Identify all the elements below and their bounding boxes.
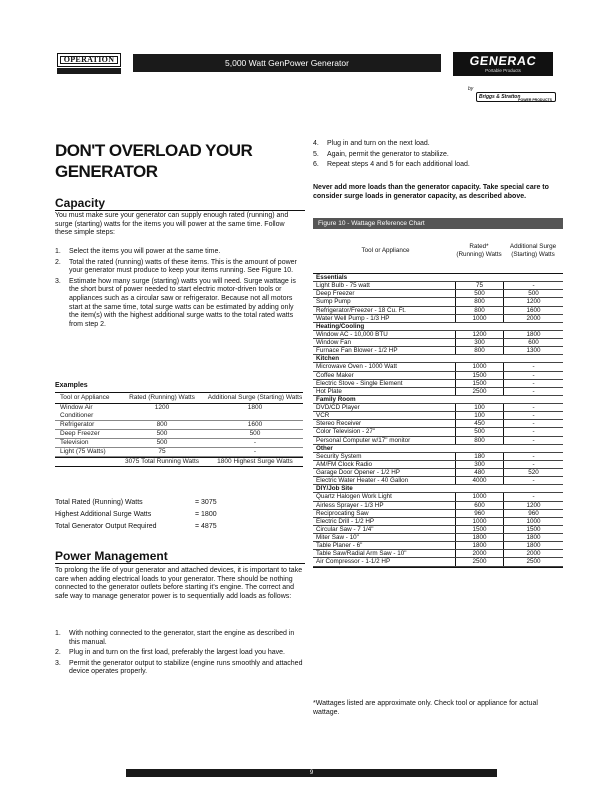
appliance-row: Personal Computer w/17" monitor 800 - bbox=[313, 437, 563, 445]
appliance-row: Quartz Halogen Work Light 1000 - bbox=[313, 493, 563, 501]
appliance-row: Color Television - 27" 500 - bbox=[313, 428, 563, 436]
appliance-row: Electric Water Heater - 40 Gallon 4000 - bbox=[313, 477, 563, 485]
briggs-stratton-logo: Briggs & Stratton POWER PRODUCTS bbox=[476, 92, 556, 102]
appliance-row: Table Planer - 6" 1800 1800 bbox=[313, 542, 563, 550]
step-item: 4. Plug in and turn on the next load. bbox=[313, 140, 430, 147]
appliance-row: Air Compressor - 1-1/2 HP 2500 2500 bbox=[313, 558, 563, 566]
category-row: Essentials bbox=[313, 274, 563, 282]
step-item: 1. Select the items you will power at the same time. bbox=[55, 248, 221, 255]
appliance-row: Stereo Receiver 450 - bbox=[313, 420, 563, 428]
summary-row: Highest Additional Surge Watts = 1800 bbox=[55, 511, 217, 518]
appliance-row: Miter Saw - 10" 1800 1800 bbox=[313, 534, 563, 542]
page-number-bar bbox=[126, 769, 497, 777]
appliance-row: Light Bulb - 75 watt 75 - bbox=[313, 282, 563, 290]
category-row: Heating/Cooling bbox=[313, 323, 563, 331]
appliance-row: Airless Sprayer - 1/3 HP 600 1200 bbox=[313, 502, 563, 510]
appliance-row: Table Saw/Radial Arm Saw - 10" 2000 2000 bbox=[313, 550, 563, 558]
by-label: by bbox=[468, 86, 474, 92]
category-row: DIY/Job Site bbox=[313, 485, 563, 493]
summary-row: Total Generator Output Required = 4875 bbox=[55, 523, 217, 530]
capacity-steps bbox=[55, 248, 303, 331]
step-item: 1. With nothing connected to the generator, start the engine as described in this manual. bbox=[55, 630, 295, 646]
step-item: 2. Plug in and turn on the first load, preferably the largest load you have. bbox=[55, 649, 285, 657]
example-table-row: Refrigerator 800 1600 bbox=[55, 421, 303, 430]
category-row: Other bbox=[313, 445, 563, 453]
example-table-row: Light (75 Watts) 75 - bbox=[55, 448, 303, 457]
power-management-intro: To prolong the life of your generator and attached devices, it is important to take care when adding electrical loads to your generator. There should be nothing connected to the generator outlets before starting it's engine. The correct and safe way to manage generator power is to sequentially add loads as follows: bbox=[55, 567, 303, 600]
appliance-row: Reciprocating Saw 960 960 bbox=[313, 510, 563, 518]
document-title: 5,000 Watt GenPower Generator bbox=[225, 58, 349, 68]
chart-title: Figure 10 - Wattage Reference Chart bbox=[313, 218, 563, 229]
example-table-row: Deep Freezer 500 500 bbox=[55, 430, 303, 439]
step-item: 6. Repeat steps 4 and 5 for each additional load. bbox=[313, 161, 470, 169]
example-table-header: Tool or Appliance Rated (Running) Watts Additional Surge (Starting) Watts bbox=[55, 392, 303, 404]
category-row: Family Room bbox=[313, 396, 563, 404]
appliance-row: Window AC - 10,000 BTU 1200 1800 bbox=[313, 331, 563, 339]
appliance-row: AM/FM Clock Radio 300 - bbox=[313, 461, 563, 469]
appliance-row: Electric Drill - 1/2 HP 1000 1000 bbox=[313, 518, 563, 526]
power-management-steps bbox=[55, 630, 303, 679]
step-item: 3. Permit the generator output to stabilize (engine runs smoothly and attached device operates properly. bbox=[55, 659, 303, 676]
brand-name: GENERAC bbox=[468, 54, 538, 68]
main-title: DON'T OVERLOAD YOUR GENERATOR bbox=[55, 141, 253, 181]
power-management-steps-continued bbox=[313, 140, 563, 172]
generac-logo bbox=[453, 52, 553, 76]
appliance-row: Furnace Fan Blower - 1/2 HP 800 1300 bbox=[313, 347, 563, 355]
appliance-row: DVD/CD Player 100 - bbox=[313, 404, 563, 412]
example-table-totals: 3075 Total Running Watts 1800 Highest Surge Watts bbox=[55, 457, 303, 467]
summary-row: Total Rated (Running) Watts = 3075 bbox=[55, 499, 217, 506]
wattage-reference-chart bbox=[313, 218, 563, 568]
examples-heading: Examples bbox=[55, 382, 88, 389]
appliance-row: Hot Plate 2500 - bbox=[313, 388, 563, 396]
wattage-footnote: *Wattages listed are approximate only. Check tool or appliance for actual wattage. bbox=[313, 700, 538, 716]
appliance-row: VCR 100 - bbox=[313, 412, 563, 420]
appliance-row: Refrigerator/Freezer - 18 Cu. Ft. 800 1600 bbox=[313, 307, 563, 315]
appliance-row: Coffee Maker 1500 - bbox=[313, 372, 563, 380]
example-summary bbox=[55, 497, 303, 533]
appliance-row: Microwave Oven - 1000 Watt 1000 - bbox=[313, 363, 563, 371]
section-badge-bar bbox=[57, 68, 121, 74]
appliance-row: Sump Pump 800 1200 bbox=[313, 298, 563, 306]
section-badge: OPERATION bbox=[57, 53, 121, 67]
step-item: 3. Estimate how many surge (starting) watts you will need. Surge wattage is the short burst of power needed to start electric motor-driven tools or appliances such as a circular saw or refrigerator. Because not all motors start at the same time, total surge watts can be estimated by adding only the item(s) with the highest additional surge watts to the total rated watts from step 2. bbox=[55, 277, 296, 328]
page-number: 9 bbox=[309, 770, 314, 776]
power-management-heading: Power Management bbox=[55, 549, 305, 564]
appliance-row: Circular Saw - 7 1/4" 1500 1500 bbox=[313, 526, 563, 534]
category-row: Kitchen bbox=[313, 355, 563, 363]
overload-warning: Never add more loads than the generator capacity. Take special care to consider surge loads in generator capacity, as described above. bbox=[313, 184, 549, 200]
appliance-row: Deep Freezer 500 500 bbox=[313, 290, 563, 298]
example-table-row: Television 500 - bbox=[55, 439, 303, 448]
step-item: 2. Total the rated (running) watts of these items. This is the amount of power your generator must produce to keep your items running. See Figure 10. bbox=[55, 258, 297, 275]
appliance-row: Garage Door Opener - 1/2 HP 480 520 bbox=[313, 469, 563, 477]
example-table-row: Window Air Conditioner 1200 1800 bbox=[55, 404, 303, 421]
document-title-bar bbox=[133, 54, 441, 72]
chart-header: Tool or Appliance Rated* (Running) Watts Additional Surge (Starting) Watts bbox=[313, 229, 563, 274]
brand-subtitle: Portable Products bbox=[485, 68, 521, 73]
capacity-heading: Capacity bbox=[55, 196, 305, 211]
appliance-row: Electric Stove - Single Element 1500 - bbox=[313, 380, 563, 388]
step-item: 5. Again, permit the generator to stabilize. bbox=[313, 150, 449, 158]
appliance-row: Security System 180 - bbox=[313, 453, 563, 461]
appliance-row: Window Fan 300 600 bbox=[313, 339, 563, 347]
appliance-row: Water Well Pump - 1/3 HP 1000 2000 bbox=[313, 315, 563, 323]
example-table bbox=[55, 392, 303, 467]
capacity-intro: You must make sure your generator can supply enough rated (running) and surge (starting) watts for the items you will power at the same time. Follow these simple steps: bbox=[55, 212, 289, 237]
